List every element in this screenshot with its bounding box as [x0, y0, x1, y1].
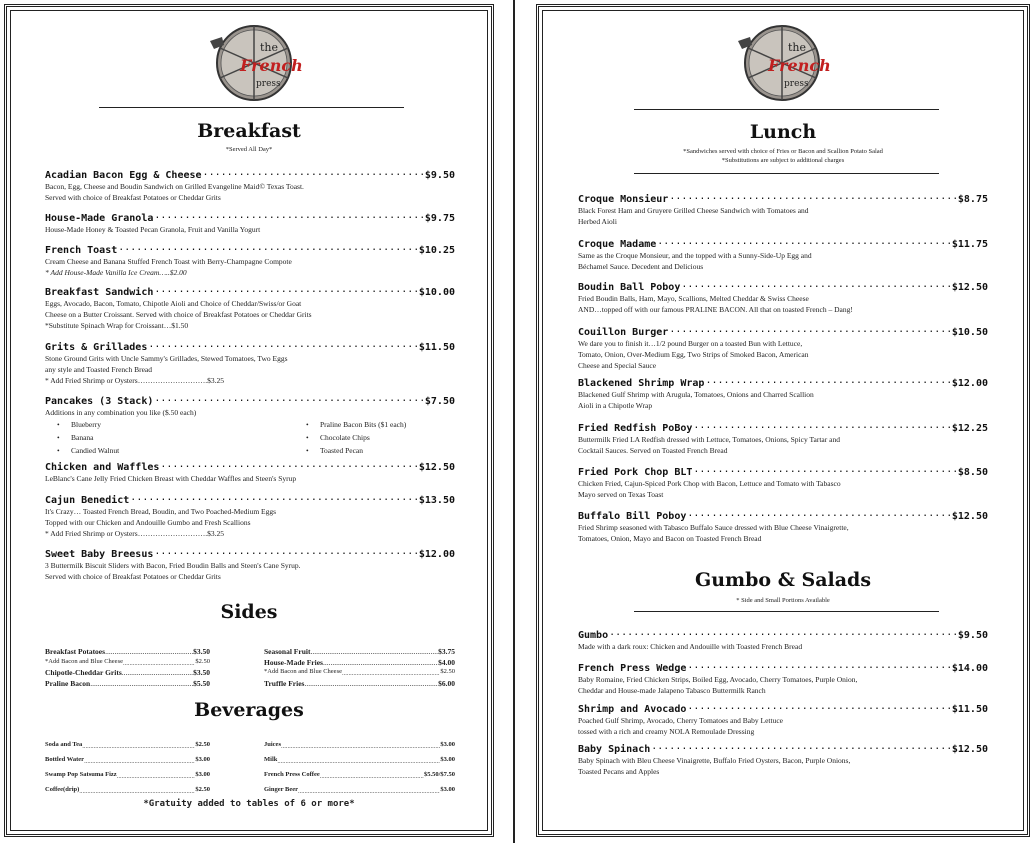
menu-item-name: Buffalo Bill Poboy: [578, 511, 687, 522]
pancake-addition: • Blueberry: [49, 418, 119, 431]
menu-item-description: [578, 755, 988, 777]
description-line: Cheese on a Butter Croissant. Served with choice of Breakfast Potatoes or Cheddar Grits: [45, 310, 312, 319]
dot-leader: [117, 771, 196, 780]
description-line: Fried Boudin Balls, Ham, Mayo, Scallions, Melted Cheddar & Swiss Cheese: [578, 294, 809, 303]
dot-leader: [203, 168, 424, 178]
dot-leader: [681, 280, 951, 290]
description-line: Same as the Croque Monsieur, and the topped with a Sunny-Side-Up Egg and: [578, 251, 812, 260]
breakfast-note: *Served All Day*: [225, 146, 273, 153]
menu-item-header: [45, 285, 455, 298]
breakfast-page: [4, 4, 494, 837]
dot-leader: [705, 376, 950, 386]
price-row: [264, 668, 455, 677]
header-rule: [99, 107, 404, 108]
row-name: Coffee(drip): [45, 786, 80, 793]
gumbo-rule: [634, 611, 939, 612]
price-row: [45, 771, 210, 780]
lunch-rule: [634, 173, 939, 174]
description-line: Additions in any combination you like ($.50 each): [45, 408, 197, 417]
menu-item-description: [578, 338, 988, 371]
dot-leader: [160, 460, 417, 470]
dot-leader: [123, 658, 195, 667]
menu-item-name: Chicken and Waffles: [45, 462, 160, 473]
menu-item-price: $10.50: [951, 327, 988, 338]
description-line: Black Forest Ham and Gruyere Grilled Cheese Sandwich with Tomatoes and: [578, 206, 809, 215]
logo-word-press: press: [256, 79, 281, 89]
description-line: LeBlanc's Cane Jelly Fried Chicken Breast with Cheddar Waffles and Steen's Syrup: [45, 474, 297, 483]
menu-item-price: $7.50: [424, 396, 455, 407]
pancake-addition: • Chocolate Chips: [298, 431, 406, 444]
menu-item-name: Gumbo: [578, 630, 609, 641]
menu-item: [45, 460, 455, 484]
gumbo-note: * Side and Small Portions Available: [736, 597, 830, 604]
price-row: [45, 668, 210, 677]
price-row: [264, 741, 455, 750]
description-line: Cheddar and House-made Jalapeno Tabasco Buttermilk Ranch: [578, 686, 766, 695]
menu-item-name: Grits & Grillades: [45, 342, 148, 353]
pancake-additions-left: [49, 418, 119, 457]
menu-item: [45, 211, 455, 235]
row-price: $3.00: [195, 771, 210, 778]
menu-item-name: Croque Monsieur: [578, 194, 669, 205]
dot-leader: [651, 742, 951, 752]
menu-item: [45, 243, 455, 278]
menu-item: [578, 702, 988, 737]
menu-item: [578, 280, 988, 315]
menu-item-price: $12.50: [951, 511, 988, 522]
dot-leader: [323, 658, 438, 667]
menu-item-name: French Toast: [45, 245, 118, 256]
row-price: $3.00: [195, 756, 210, 763]
menu-item-description: [578, 641, 988, 652]
dot-leader: [277, 756, 440, 765]
dot-leader: [148, 340, 418, 350]
dot-leader: [693, 421, 950, 431]
description-line: Bacon, Egg, Cheese and Boudin Sandwich on Grilled Evangeline Maid© Texas Toast.: [45, 182, 304, 191]
menu-item: [578, 376, 988, 411]
menu-item-description: [578, 293, 988, 315]
menu-item-name: Cajun Benedict: [45, 495, 130, 506]
description-line: Topped with our Chicken and Andouille Gumbo and Fresh Scallions: [45, 518, 251, 527]
row-name: Juices: [264, 741, 281, 748]
logo-word-the: the: [260, 41, 279, 54]
menu-item-header: [45, 168, 455, 181]
menu-item-price: $14.00: [951, 663, 988, 674]
menu-item-header: [578, 702, 988, 715]
dot-leader: [342, 668, 440, 677]
row-price: $3.50: [193, 647, 210, 656]
row-price: $2.50: [440, 668, 455, 675]
price-row: [45, 647, 210, 656]
menu-item-name: Fried Redfish PoBoy: [578, 423, 693, 434]
row-price: $5.50: [193, 679, 210, 688]
row-name: Bottled Water: [45, 756, 85, 763]
dot-leader: [118, 243, 418, 253]
menu-item-price: $12.00: [951, 378, 988, 389]
dot-leader: [687, 661, 951, 671]
menu-item-name: Breakfast Sandwich: [45, 287, 154, 298]
menu-item-description: [578, 434, 988, 456]
description-line: * Add Fried Shrimp or Oysters……………………….$3.25: [45, 376, 224, 385]
menu-item-price: $12.50: [951, 282, 988, 293]
gumbo-title: Gumbo & Salads: [694, 569, 872, 591]
row-price: $3.75: [438, 647, 455, 656]
beverages-title: Beverages: [194, 699, 304, 721]
menu-item-price: $10.25: [418, 245, 455, 256]
menu-item-name: Shrimp and Avocado: [578, 704, 687, 715]
menu-item-description: [45, 560, 455, 582]
header-rule: [634, 109, 939, 110]
dot-leader: [90, 679, 193, 688]
menu-item-description: [578, 522, 988, 544]
lunch-title: Lunch: [749, 121, 817, 143]
dot-leader: [84, 756, 195, 765]
description-line: Béchamel Sauce. Decedent and Delicious: [578, 262, 704, 271]
menu-item-header: [45, 547, 455, 560]
dot-leader: [687, 509, 951, 519]
menu-item-price: $12.50: [418, 462, 455, 473]
row-price: $3.00: [440, 741, 455, 748]
menu-item-header: [45, 243, 455, 256]
row-price: $3.00: [440, 786, 455, 793]
menu-item: [45, 547, 455, 582]
menu-item-description: [45, 506, 455, 539]
menu-item: [578, 421, 988, 456]
menu-item: [45, 394, 455, 418]
row-name: Truffle Fries: [264, 679, 305, 688]
row-price: $2.50: [195, 658, 210, 665]
menu-item-price: $8.75: [957, 194, 988, 205]
dot-leader: [154, 547, 418, 557]
description-line: Cream Cheese and Banana Stuffed French Toast with Berry-Champagne Compote: [45, 257, 292, 266]
menu-item-header: [45, 394, 455, 407]
menu-item-header: [578, 421, 988, 434]
dot-leader: [298, 786, 440, 795]
page-divider: [513, 0, 515, 843]
row-name: *Add Bacon and Blue Cheese: [264, 668, 342, 675]
description-line: Eggs, Avocado, Bacon, Tomato, Chipotle Aioli and Choice of Cheddar/Swiss/or Goat: [45, 299, 302, 308]
dot-leader: [669, 325, 951, 335]
price-row: [264, 647, 455, 656]
menu-item-name: Baby Spinach: [578, 744, 651, 755]
row-name: Swamp Pop Satsuma Fizz: [45, 771, 117, 778]
menu-item: [578, 509, 988, 544]
lunch-note-sandwiches: *Sandwiches served with choice of Fries or Bacon and Scallion Potato Salad: [683, 148, 883, 155]
menu-item: [45, 285, 455, 331]
menu-item: [45, 493, 455, 539]
description-line: Blackened Gulf Shrimp with Arugula, Tomatoes, Onions and Charred Scallion: [578, 390, 814, 399]
description-line: Served with choice of Breakfast Potatoes or Cheddar Grits: [45, 193, 221, 202]
description-line: *Substitute Spinach Wrap for Croissant…$1.50: [45, 321, 189, 330]
dot-leader: [687, 702, 951, 712]
menu-item-name: Pancakes (3 Stack): [45, 396, 154, 407]
description-line: Mayo served on Texas Toast: [578, 490, 664, 499]
menu-item-header: [578, 628, 988, 641]
dot-leader: [154, 211, 424, 221]
menu-item-price: $13.50: [418, 495, 455, 506]
menu-item-header: [45, 211, 455, 224]
description-line: Tomatoes, Onion, Mayo and Bacon on Toasted French Bread: [578, 534, 762, 543]
price-row: [264, 679, 455, 688]
description-line: Buttermilk Fried LA Redfish dressed with Lettuce, Tomatoes, Onions, Spicy Tartar and: [578, 435, 840, 444]
menu-item-price: $11.50: [951, 704, 988, 715]
menu-item-name: Sweet Baby Breesus: [45, 549, 154, 560]
menu-item-description: [578, 389, 988, 411]
menu-item: [578, 237, 988, 272]
price-row: [264, 771, 455, 780]
menu-item-price: $9.50: [957, 630, 988, 641]
menu-item-description: [45, 407, 455, 418]
menu-item-name: Couillon Burger: [578, 327, 669, 338]
menu-item: [578, 192, 988, 227]
pancake-addition: • Candied Walnut: [49, 444, 119, 457]
row-name: Breakfast Potatoes: [45, 647, 106, 656]
row-name: House-Made Fries: [264, 658, 323, 667]
menu-item-price: $12.25: [951, 423, 988, 434]
row-price: $6.00: [438, 679, 455, 688]
lunch-page: [536, 4, 1030, 837]
pancake-additions-right: [298, 418, 406, 457]
price-row: [45, 786, 210, 795]
menu-item-description: [45, 256, 455, 278]
row-price: $2.50: [195, 786, 210, 793]
menu-item: [578, 628, 988, 652]
description-line: Cocktail Sauces. Served on Toasted French Bread: [578, 446, 728, 455]
row-name: Milk: [264, 756, 278, 763]
menu-item-description: [578, 250, 988, 272]
menu-item-name: Fried Pork Chop BLT: [578, 467, 693, 478]
menu-item-header: [45, 340, 455, 353]
menu-item-header: [578, 509, 988, 522]
menu-item-header: [578, 325, 988, 338]
menu-item-name: House-Made Granola: [45, 213, 154, 224]
lunch-note-substitutions: *Substitutions are subject to additional charges: [721, 157, 845, 164]
menu-item-name: Croque Madame: [578, 239, 657, 250]
price-row: [45, 741, 210, 750]
row-price: $2.50: [195, 741, 210, 748]
menu-item-header: [578, 376, 988, 389]
price-row: [264, 786, 455, 795]
dot-leader: [105, 647, 193, 656]
description-line: * Add Fried Shrimp or Oysters……………………….$3.25: [45, 529, 224, 538]
menu-item-price: $10.00: [418, 287, 455, 298]
menu-item-name: Acadian Bacon Egg & Cheese: [45, 170, 202, 181]
row-name: *Add Bacon and Blue Cheese: [45, 658, 123, 665]
menu-item-header: [578, 192, 988, 205]
dot-leader: [281, 741, 440, 750]
row-price: $4.00: [438, 658, 455, 667]
row-name: French Press Coffee: [264, 771, 320, 778]
row-name: Ginger Beer: [264, 786, 298, 793]
row-name: Soda and Tea: [45, 741, 83, 748]
logo-word-press: press: [784, 79, 809, 89]
description-line: Tomato, Onion, Over-Medium Egg, Two Strips of Smoked Bacon, American: [578, 350, 809, 359]
description-line: any style and Toasted French Bread: [45, 365, 153, 374]
menu-item-header: [578, 465, 988, 478]
sides-title: Sides: [220, 601, 278, 623]
price-row: [264, 658, 455, 667]
menu-item-description: [578, 478, 988, 500]
description-line: Aioli in a Chipotle Wrap: [578, 401, 653, 410]
menu-item: [578, 325, 988, 371]
dot-leader: [304, 679, 438, 688]
menu-item-header: [45, 460, 455, 473]
pancake-addition: • Praline Bacon Bits ($1 each): [298, 418, 406, 431]
menu-item-price: $8.50: [957, 467, 988, 478]
description-line: tossed with a rich and creamy NOLA Remoulade Dressing: [578, 727, 755, 736]
gratuity-note: *Gratuity added to tables of 6 or more*: [143, 799, 355, 809]
menu-item-price: $9.50: [424, 170, 455, 181]
price-row: [264, 756, 455, 765]
menu-item: [45, 168, 455, 203]
description-line: Chicken Fried, Cajun-Spiced Pork Chop with Bacon, Lettuce and Tomato with Tabasco: [578, 479, 841, 488]
dot-leader: [669, 192, 957, 202]
description-line: Made with a dark roux: Chicken and Andouille with Toasted French Bread: [578, 642, 803, 651]
menu-item-header: [45, 493, 455, 506]
row-name: Chipotle-Cheddar Grits: [45, 668, 122, 677]
dot-leader: [154, 285, 418, 295]
menu-item-description: [45, 224, 455, 235]
row-price: $5.50/$7.50: [423, 771, 455, 778]
dot-leader: [130, 493, 418, 503]
row-name: Seasonal Fruit: [264, 647, 311, 656]
menu-item-price: $9.75: [424, 213, 455, 224]
pancake-addition: • Toasted Pecan: [298, 444, 406, 457]
menu-item: [578, 742, 988, 777]
row-name: Praline Bacon: [45, 679, 91, 688]
menu-item-description: [578, 715, 988, 737]
menu-item-price: $12.00: [418, 549, 455, 560]
pancake-addition: • Banana: [49, 431, 119, 444]
description-line: Toasted Pecans and Apples: [578, 767, 660, 776]
dot-leader: [693, 465, 957, 475]
menu-item-description: [578, 205, 988, 227]
menu-item-price: $11.50: [418, 342, 455, 353]
price-row: [45, 679, 210, 688]
menu-item-name: Blackened Shrimp Wrap: [578, 378, 705, 389]
menu-item-description: [578, 674, 988, 696]
price-row: [45, 756, 210, 765]
row-price: $3.50: [193, 668, 210, 677]
dot-leader: [310, 647, 438, 656]
description-line: AND…topped off with our famous PRALINE BACON. All that on toasted French – Dang!: [578, 305, 853, 314]
description-line: * Add House-Made Vanilla Ice Cream…..$2.00: [45, 268, 187, 277]
logo-word-french: French: [240, 56, 303, 75]
price-row: [45, 658, 210, 667]
breakfast-title: Breakfast: [197, 120, 301, 142]
menu-item-price: $11.75: [951, 239, 988, 250]
description-line: It's Crazy… Toasted French Bread, Boudin, and Two Poached-Medium Eggs: [45, 507, 277, 516]
description-line: We dare you to finish it…1/2 pound Burger on a toasted Bun with Lettuce,: [578, 339, 803, 348]
dot-leader: [657, 237, 951, 247]
menu-item: [578, 661, 988, 696]
description-line: Cheese and Special Sauce: [578, 361, 657, 370]
menu-item-header: [578, 661, 988, 674]
french-press-logo: [736, 23, 836, 103]
menu-item: [578, 465, 988, 500]
menu-item-name: Boudin Ball Poboy: [578, 282, 681, 293]
menu-item: [45, 340, 455, 386]
description-line: 3 Buttermilk Biscuit Sliders with Bacon, Fried Boudin Balls and Steen's Cane Syrup.: [45, 561, 301, 570]
logo-word-french: French: [768, 56, 831, 75]
menu-item-header: [578, 237, 988, 250]
french-press-logo: [208, 23, 308, 103]
logo-word-the: the: [788, 41, 807, 54]
menu-item-description: [45, 298, 455, 331]
dot-leader: [122, 668, 193, 677]
menu-item-header: [578, 742, 988, 755]
menu-item-description: [45, 473, 455, 484]
dot-leader: [609, 628, 957, 638]
dot-leader: [82, 741, 195, 750]
menu-item-description: [45, 353, 455, 386]
description-line: Baby Romaine, Fried Chicken Strips, Boiled Egg, Avocado, Cherry Tomatoes, Purple Onion,: [578, 675, 858, 684]
description-line: Herbed Aioli: [578, 217, 617, 226]
dot-leader: [154, 394, 424, 404]
dot-leader: [320, 771, 424, 780]
description-line: Baby Spinach with Bleu Cheese Vinaigrette, Buffalo Fried Oysters, Bacon, Purple Onions,: [578, 756, 851, 765]
description-line: Poached Gulf Shrimp, Avocado, Cherry Tomatoes and Baby Lettuce: [578, 716, 783, 725]
description-line: Stone Ground Grits with Uncle Sammy's Grillades, Stewed Tomatoes, Two Eggs: [45, 354, 288, 363]
description-line: Served with choice of Breakfast Potatoes or Cheddar Grits: [45, 572, 221, 581]
description-line: House-Made Honey & Toasted Pecan Granola, Fruit and Vanilla Yogurt: [45, 225, 261, 234]
menu-item-header: [578, 280, 988, 293]
row-price: $3.00: [440, 756, 455, 763]
menu-item-description: [45, 181, 455, 203]
menu-item-price: $12.50: [951, 744, 988, 755]
menu-item-name: French Press Wedge: [578, 663, 687, 674]
dot-leader: [79, 786, 195, 795]
description-line: Fried Shrimp seasoned with Tabasco Buffalo Sauce dressed with Blue Cheese Vinaigrette,: [578, 523, 849, 532]
